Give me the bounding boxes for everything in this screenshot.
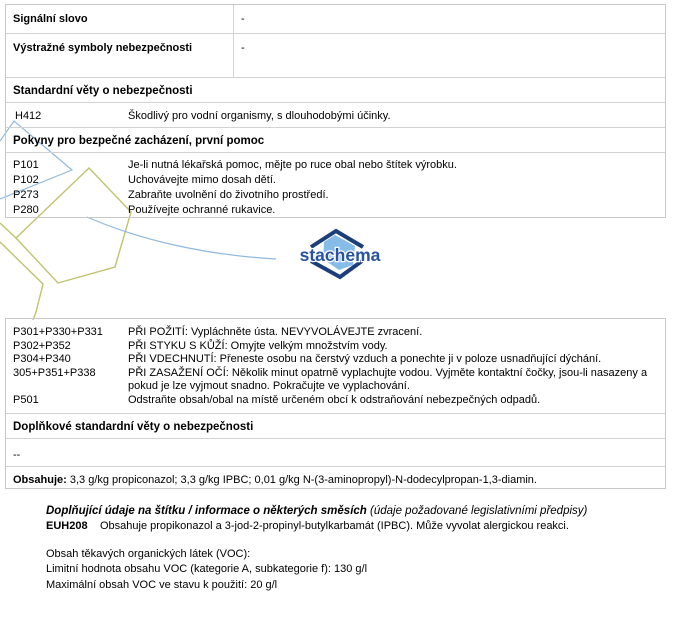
euh-text: Obsahuje propikonazol a 3-jod-2-propinyl-butylkarbamát (IPBC). Může vyvolat alergickou reakci. [100, 520, 569, 532]
precaution-row [6, 173, 665, 188]
precaution-row [6, 158, 665, 173]
hazard-symbols-value: - [241, 42, 245, 54]
precaution-row [6, 188, 665, 203]
voc-line-2: Limitní hodnota obsahu VOC (kategorie A, subkategorie f): 130 g/l [46, 563, 368, 576]
p-text: PŘI STYKU S KŮŽÍ: Omyjte velkým množstvím vody. [128, 339, 388, 352]
stachema-logo [294, 226, 386, 282]
p-code: P501 [13, 393, 39, 406]
p-code: P273 [13, 189, 39, 201]
p-text: PŘI POŽITÍ: Vypláchněte ústa. NEVYVOLÁVEJTE zvracení. [128, 326, 423, 338]
hazard-symbols-label: Výstražné symboly nebezpečnosti [6, 34, 234, 77]
p-code: P101 [13, 159, 39, 171]
precaution-header: Pokyny pro bezpečné zacházení, první pomoc [6, 127, 665, 152]
p-text: PŘI VDECHNUTÍ: Přeneste osobu na čerstvý vzduch a ponechte ji v poloze usnadňující dýchání. [128, 353, 602, 365]
precaution-row [6, 203, 665, 218]
response-row [6, 340, 665, 354]
response-row [6, 394, 665, 408]
contains-text: 3,3 g/kg propiconazol; 3,3 g/kg IPBC; 0,01 g/kg N-(3-aminopropyl)-N-dodecylpropan-1,3-diamin. [66, 474, 537, 486]
label-info-table-lower [5, 318, 666, 489]
voc-line-3: Maximální obsah VOC ve stavu k použití: 20 g/l [46, 578, 278, 591]
p-code: P102 [13, 174, 39, 186]
euh-line [46, 519, 646, 534]
p-text: Odstraňte obsah/obal na místě určeném obcí k odstraňování nebezpečných odpadů. [128, 393, 541, 406]
response-row [6, 326, 665, 340]
p-text: Zabraňte uvolnění do životního prostředí. [128, 189, 329, 201]
precaution-rows [6, 152, 665, 217]
label-info-table-upper [5, 4, 666, 218]
logo-text: stachema [299, 245, 381, 265]
h-text: Škodlivý pro vodní organismy, s dlouhodobými účinky. [128, 110, 391, 122]
p-text: Uchovávejte mimo dosah dětí. [128, 174, 276, 186]
response-row [6, 367, 665, 394]
p-text: Používejte ochranné rukavice. [128, 204, 276, 216]
voc-block [46, 547, 646, 593]
h-code: H412 [15, 110, 42, 122]
signal-word-label: Signální slovo [6, 5, 234, 33]
supplemental-hazard-value: -- [6, 438, 665, 466]
supplement-title-note: (údaje požadované legislativními předpisy) [366, 505, 588, 517]
p-text: PŘI ZASAŽENÍ OČÍ: Několik minut opatrně vyplachujte vodou. Vyjměte kontaktní čočky, jsou-li nasazeny a pokud je lze vyjmout snadno. Pokračujte ve vyplachování. [128, 366, 648, 392]
signal-word-value: - [241, 13, 245, 25]
p-code: P302+P352 [13, 339, 71, 352]
voc-line-1: Obsah těkavých organických látek (VOC): [46, 548, 251, 560]
p-code: P304+P340 [13, 353, 71, 365]
hazard-statements-header: Standardní věty o nebezpečnosti [6, 77, 665, 102]
signal-word-row [6, 5, 665, 33]
footer-notes [46, 503, 646, 593]
hazard-statement-row [6, 102, 665, 127]
supplemental-hazard-header: Doplňkové standardní věty o nebezpečnosti [6, 413, 665, 438]
p-code: P301+P330+P331 [13, 326, 103, 338]
p-code: 305+P351+P338 [13, 366, 96, 379]
supplement-title: Doplňující údaje na štítku / informace o některých směsích [46, 505, 367, 517]
response-rows [6, 319, 665, 413]
contains-label: Obsahuje: [13, 474, 67, 486]
response-row [6, 353, 665, 367]
supplement-title-line [46, 503, 646, 519]
p-text: Je-li nutná lékařská pomoc, mějte po ruce obal nebo štítek výrobku. [128, 159, 457, 171]
hazard-symbols-row [6, 33, 665, 77]
euh-code: EUH208 [46, 520, 88, 532]
p-code: P280 [13, 204, 39, 216]
contains-row [6, 466, 665, 488]
